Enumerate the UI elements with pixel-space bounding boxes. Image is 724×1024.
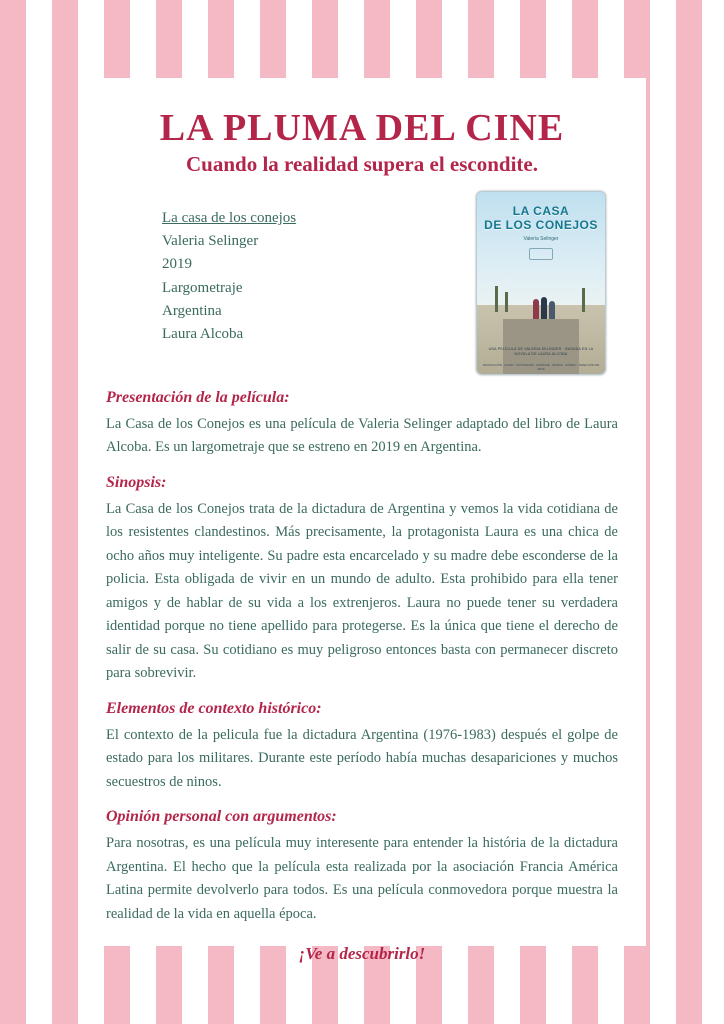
poster-figure [533, 299, 539, 319]
section-heading: Presentación de la película: [106, 388, 290, 406]
film-info-block [100, 191, 296, 347]
film-title: La casa de los conejos [162, 209, 297, 226]
closing-call-to-action: ¡Ve a descubrirlo! [298, 944, 426, 964]
section-opinion-personal [100, 808, 624, 926]
poster-billing-block: PRODUCCIÓN · GUION · FOTOGRAFÍA · MONTAJE · MÚSICA · SONIDO · DIRECCIÓN DE ARTE [482, 362, 600, 371]
film-year: 2019 [162, 256, 192, 273]
movie-poster-image [476, 191, 606, 375]
poster-tree-icon [495, 286, 498, 312]
poster-document [78, 78, 646, 964]
section-sinopsis [100, 474, 624, 686]
poster-stamp-icon [529, 248, 553, 260]
page-title: LA PLUMA DEL CINE [159, 107, 565, 149]
film-author: Laura Alcoba [162, 326, 244, 343]
film-format: Largometraje [162, 279, 243, 296]
section-heading: Opinión personal con argumentos: [106, 808, 337, 826]
poster-title-line2: DE LOS CONEJOS [484, 218, 598, 233]
poster-figure [541, 297, 547, 319]
page-subtitle: Cuando la realidad supera el escondite. [186, 151, 538, 176]
poster-tree-icon [505, 292, 508, 312]
poster-director-credit: Valeria Selinger [523, 235, 559, 242]
section-text: La Casa de los Conejos es una película de Valeria Selinger adaptado del libro de Laura Alcoba. Es un largometraje que se estreno en 2019 en Argentina. [106, 415, 618, 456]
section-text: La Casa de los Conejos trata de la dictadura de Argentina y vemos la vida cotidiana de los resistentes clandestinos. Más precisamente, la protagonista Laura es una chica de ocho años muy inteligente. Su padre esta encarcelado y su madre debe esconderse de la policia. Esta obligada de vivir en un mundo de adulto. Esta prohibido para ella tener amigos y de hablar de su vida a los extrenjeros. Laura no puede tener su verdadera identidad porque no tiene apellido para protegerse. Es la única que tiene el derecho de salir de su casa. Su cotidiano es muy peligroso entonces basta con permanecer discreto para sobrevivir. [106, 500, 618, 682]
section-text: El contexto de la pelicula fue la dictadura Argentina (1976-1983) después el golpe de estado para los militares. Durante este período había muchas desapariciones y muchos secuestros de ninos. [106, 726, 618, 790]
poster-figure [549, 301, 555, 319]
film-header-row [100, 191, 624, 375]
section-heading: Elementos de contexto histórico: [106, 699, 322, 717]
film-director: Valeria Selinger [162, 233, 259, 250]
poster-title [477, 204, 605, 233]
poster-title-line1: LA CASA [512, 203, 570, 218]
poster-tree-icon [582, 288, 585, 312]
film-country: Argentina [162, 302, 222, 319]
section-contexto-historico [100, 700, 624, 794]
section-presentacion [100, 389, 624, 460]
section-text: Para nosotras, es una película muy interesente para entender la história de la dictadura Argentina. El hecho que la película esta realizada por la asociación Francia América Latina permite devolverlo para todos. Es una película conmovedora porque muestra la realidad de la vida en aquella época. [106, 835, 618, 922]
section-heading: Sinopsis: [106, 473, 167, 491]
poster-credits: UNA PELÍCULA DE VALERIA SELINGER · BASADA EN LA NOVELA DE LAURA ALCOBA [488, 347, 594, 357]
